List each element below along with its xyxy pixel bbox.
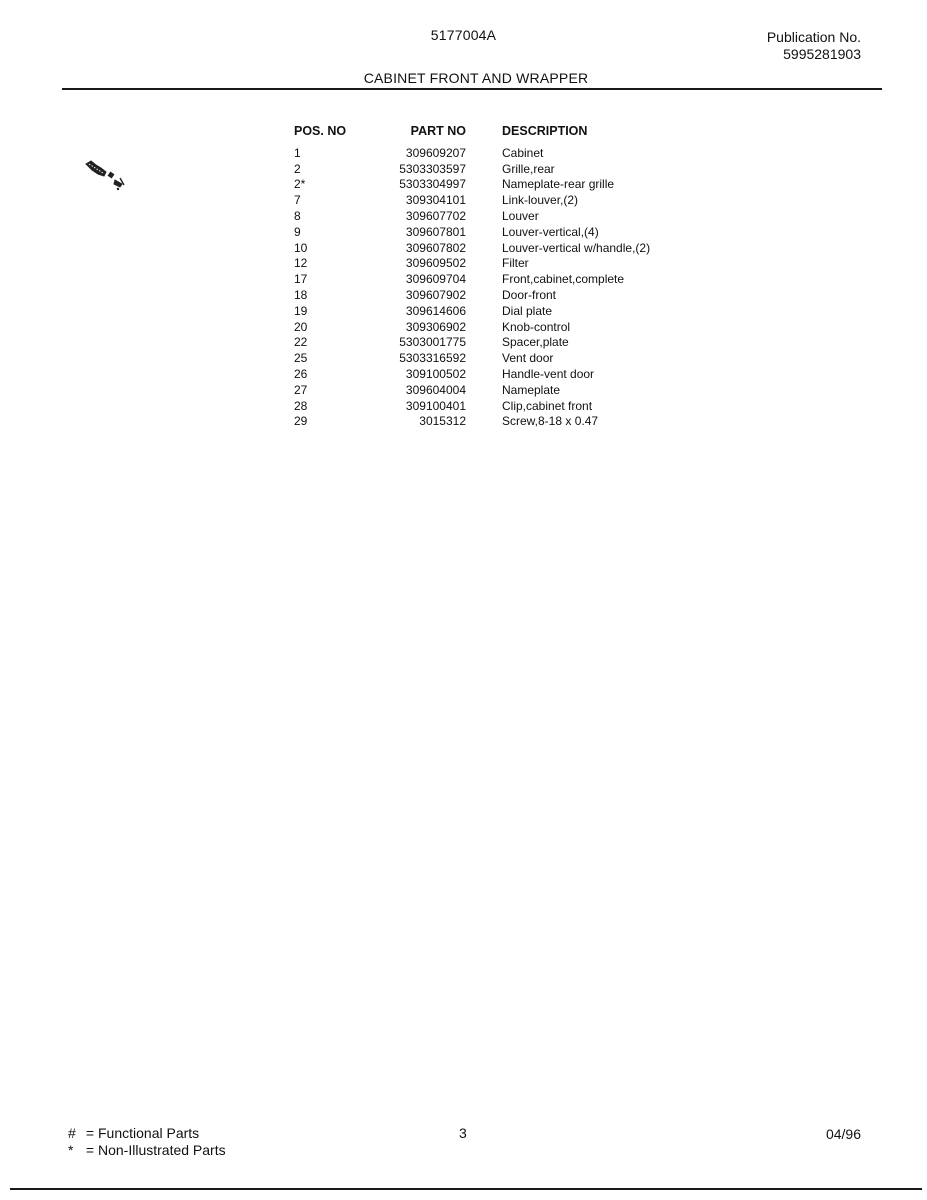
legend-symbol: *: [68, 1142, 74, 1158]
legend-text: Functional Parts: [98, 1125, 200, 1141]
table-row: [294, 256, 650, 272]
cell-pos: 28: [294, 398, 308, 413]
table-row: [294, 383, 650, 399]
cell-description: Cabinet: [502, 145, 544, 160]
table-row: [294, 399, 650, 415]
page-number: 3: [459, 1125, 467, 1141]
table-row: [294, 304, 650, 320]
cell-part-number: 309609502: [405, 256, 466, 271]
table-row: [294, 177, 650, 193]
table-row: [294, 335, 650, 351]
table-row: [294, 288, 650, 304]
cell-pos: 25: [294, 351, 308, 366]
cell-pos: 10: [294, 240, 308, 255]
cell-part-number: 309100401: [405, 398, 466, 413]
cell-description: Clip,cabinet front: [502, 398, 593, 413]
column-header-pos: POS. NO: [294, 124, 347, 138]
table-row: [294, 193, 650, 209]
table-row: [294, 351, 650, 367]
cell-description: Spacer,plate: [502, 335, 569, 350]
cell-pos: 9: [294, 224, 301, 239]
table-row: [294, 146, 650, 162]
table-row: [294, 272, 650, 288]
cell-part-number: 309100502: [405, 366, 466, 381]
table-row: [294, 320, 650, 336]
section-title: CABINET FRONT AND WRAPPER: [363, 70, 589, 86]
cell-pos: 2*: [294, 177, 306, 192]
column-header-description: DESCRIPTION: [502, 124, 588, 138]
cell-pos: 18: [294, 287, 308, 302]
cell-description: Louver: [502, 208, 539, 223]
cell-part-number: 309607802: [405, 240, 466, 255]
cell-part-number: 5303001775: [399, 335, 466, 350]
parts-table-body: [294, 146, 650, 430]
cell-description: Dial plate: [502, 303, 553, 318]
cell-description: Vent door: [502, 351, 554, 366]
cell-part-number: 309304101: [405, 193, 466, 208]
cell-pos: 20: [294, 319, 308, 334]
table-row: [294, 241, 650, 257]
parts-table: [294, 124, 650, 430]
cell-pos: 12: [294, 256, 308, 271]
column-header-part: PART NO: [410, 124, 466, 138]
cell-description: Nameplate: [502, 382, 561, 397]
cell-part-number: 309607801: [405, 224, 466, 239]
legend: [68, 1125, 226, 1159]
footer-divider: [10, 1188, 922, 1190]
cell-description: Louver-vertical,(4): [502, 224, 599, 239]
cell-pos: 1: [294, 145, 301, 160]
cell-part-number: 309609704: [405, 272, 466, 287]
legend-symbol: #: [68, 1125, 76, 1141]
table-row: [294, 209, 650, 225]
legend-item-non-illustrated: [68, 1142, 226, 1159]
cell-description: Knob-control: [502, 319, 571, 334]
cell-description: Screw,8-18 x 0.47: [502, 414, 599, 429]
cell-pos: 26: [294, 366, 308, 381]
cell-pos: 17: [294, 272, 308, 287]
cell-description: Nameplate-rear grille: [502, 177, 615, 192]
cell-description: Link-louver,(2): [502, 193, 579, 208]
cell-description: Grille,rear: [502, 161, 555, 176]
cell-part-number: 5303304997: [399, 177, 466, 192]
cell-description: Door-front: [502, 287, 557, 302]
cell-pos: 8: [294, 208, 301, 223]
cell-description: Louver-vertical w/handle,(2): [502, 240, 651, 255]
cell-part-number: 309607702: [405, 208, 466, 223]
table-row: [294, 225, 650, 241]
cell-pos: 22: [294, 335, 308, 350]
table-row: [294, 162, 650, 178]
cell-part-number: 3015312: [419, 414, 466, 429]
cell-pos: 27: [294, 382, 308, 397]
cell-description: Front,cabinet,complete: [502, 272, 625, 287]
cell-part-number: 5303303597: [399, 161, 466, 176]
legend-equals: =: [85, 1142, 95, 1158]
cell-part-number: 309604004: [405, 382, 466, 397]
legend-equals: =: [85, 1125, 95, 1141]
header-divider: [62, 88, 882, 90]
cell-pos: 2: [294, 161, 301, 176]
cell-description: Filter: [502, 256, 529, 271]
legend-item-functional: [68, 1125, 226, 1142]
cell-pos: 29: [294, 414, 308, 429]
cell-description: Handle-vent door: [502, 366, 595, 381]
screw-icon: [82, 158, 130, 194]
publication-label: Publication No.: [766, 29, 861, 45]
table-row: [294, 414, 650, 430]
publication-date: 04/96: [825, 1126, 861, 1142]
cell-part-number: 309614606: [405, 303, 466, 318]
cell-part-number: 309607902: [405, 287, 466, 302]
legend-text: Non-Illustrated Parts: [98, 1142, 226, 1158]
table-header-row: [294, 124, 650, 146]
publication-number: 5995281903: [783, 46, 861, 62]
table-row: [294, 367, 650, 383]
cell-pos: 19: [294, 303, 308, 318]
cell-pos: 7: [294, 193, 301, 208]
model-number: 5177004A: [430, 27, 497, 43]
cell-part-number: 309306902: [405, 319, 466, 334]
cell-part-number: 5303316592: [399, 351, 466, 366]
cell-part-number: 309609207: [405, 145, 466, 160]
